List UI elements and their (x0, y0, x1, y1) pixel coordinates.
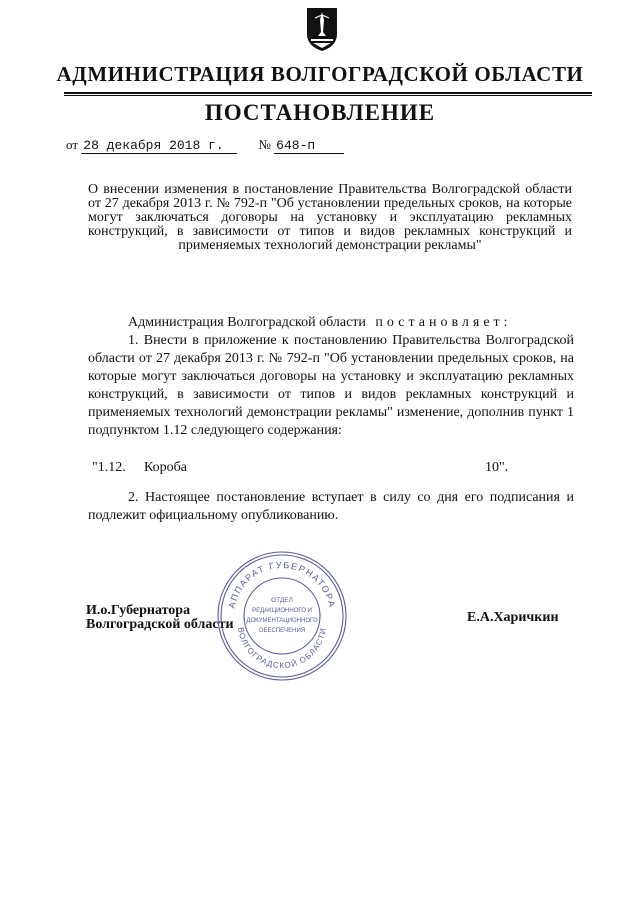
header-rule-thin (64, 95, 592, 96)
coat-of-arms-emblem (305, 6, 339, 52)
date-prefix: от (66, 137, 79, 152)
preamble-lead: Администрация Волгоградской области (128, 315, 366, 330)
item-number: "1.12. (92, 460, 126, 475)
signatory-title (86, 604, 234, 632)
organization-title: АДМИНИСТРАЦИЯ ВОЛГОГРАДСКОЙ ОБЛАСТИ (56, 62, 584, 86)
header-rule (64, 92, 592, 94)
number-prefix: № (258, 137, 271, 152)
document-subject: О внесении изменения в постановление Правительства Волгоградской области от 27 декабря 2013 г. № 792-п "Об установлении предельных сроков, на которые могут заключаться договоры на установку и эксплуатацию рекламных конструкций, в зависимости от типов и видов рекламных конструкций и применяемых технологий демонстрации рекламы" (88, 182, 572, 253)
paragraph-2: 2. Настоящее постановление вступает в силу со дня его подписания и подлежит официальному опубликованию. (88, 490, 574, 523)
signatory-name: Е.А.Харичкин (467, 610, 559, 625)
official-stamp (214, 548, 350, 684)
preamble-verb: постановляет: (375, 315, 512, 330)
stamp-top-text: АППАРАТ ГУБЕРНАТОРА (226, 559, 338, 610)
stamp-center-line4: ОБЕСПЕЧЕНИЯ (258, 628, 306, 634)
document-date: 28 декабря 2018 г. (81, 138, 237, 154)
document-type-title: ПОСТАНОВЛЕНИЕ (204, 100, 436, 125)
signatory-title-line2: Волгоградской области (86, 617, 234, 632)
document-number: 648-п (274, 138, 344, 154)
stamp-bottom-text: ВОЛГОГРАДСКОЙ ОБЛАСТИ (236, 626, 328, 671)
stamp-center-line1: ОТДЕЛ (271, 597, 293, 604)
stamp-center-line2: РЕДАКЦИОННОГО И (252, 608, 312, 614)
item-name: Короба (144, 460, 187, 475)
signatory-title-line1: И.о.Губернатора (86, 603, 191, 618)
paragraph-1: 1. Внести в приложение к постановлению Правительства Волгоградской области от 27 декабря 2013 г. № 792-п "Об установлении предельных сроков, на которые могут заключаться договоры на установку и эксплуатацию рекламных конструкций, в зависимости от типов и видов рекламных конструкций и применяемых технологий демонстрации рекламы" изменение, дополнив пункт 1 подпунктом 1.12 следующего содержания: (88, 333, 574, 438)
stamp-center-line3: ДОКУМЕНТАЦИОННОГО (246, 618, 318, 624)
preamble (88, 314, 574, 332)
item-value: 10". (485, 460, 509, 475)
document-meta-row (66, 137, 344, 154)
